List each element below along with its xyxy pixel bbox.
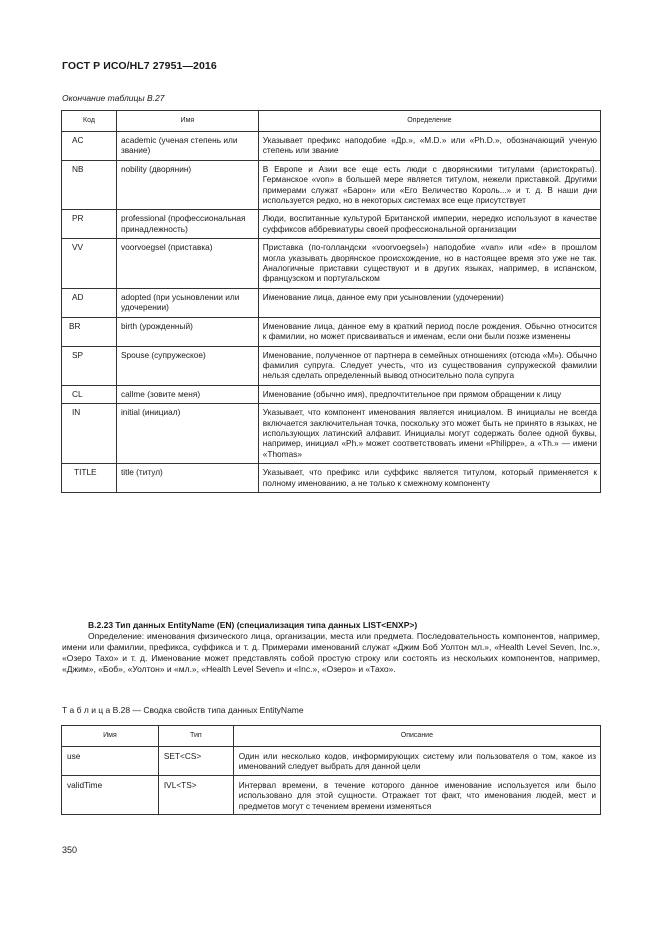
section-title: B.2.23 Тип данных EntityName (EN) (специализация типа данных LIST<ENXP>) xyxy=(88,620,418,630)
cell-code: AD xyxy=(62,288,117,317)
table-header-row xyxy=(62,726,601,747)
cell-code: NB xyxy=(62,160,117,210)
cell-description: Один или несколько кодов, информирующих систему или пользователя о том, какое из именований следует выбрать для данной цели xyxy=(233,747,600,776)
cell-definition: Указывает, что компонент именования является инициалом. В инициалы не всегда включается заключительная точка, поскольку это может быть не принято в языках, не использующих латинский алфавит. Инициалы могут содержать более одной буквы, например, инициал «Ph.» может соответствовать имени «Philippe», а «Th.» — имени «Thomas» xyxy=(258,404,600,464)
cell-name: validTime xyxy=(62,775,159,814)
cell-name: Spouse (супружеское) xyxy=(116,346,258,385)
document-header: ГОСТ Р ИСО/HL7 27951—2016 xyxy=(62,60,217,72)
cell-name: initial (инициал) xyxy=(116,404,258,464)
table-caption: Окончание таблицы B.27 xyxy=(62,93,165,103)
section-paragraph: Определение: именования физического лица, организации, места или предмета. Последовательность компонентов, например, имени или фамилии, префикса, суффикса и т. д. Примерами именований служат «Джим Боб Уолтон мл.», «Health Level Seven, Inc.», «Озеро Тахо» и т. д. Именование может представлять собой простую строку или состоять из нескольких компонентов, например, «Джим», «Боб», «Уолтон» и «мл.», «Health Level Seven» и «Inc.», «Озеро» и «Тахо». xyxy=(62,631,600,674)
table-row xyxy=(62,747,601,776)
column-header-type: Тип xyxy=(158,726,233,747)
table-row xyxy=(62,160,601,210)
table-row xyxy=(62,288,601,317)
column-header-description: Описание xyxy=(233,726,600,747)
column-header-name: Имя xyxy=(116,111,258,132)
table-row xyxy=(62,346,601,385)
table-row xyxy=(62,464,601,493)
table-row xyxy=(62,404,601,464)
table-header-row xyxy=(62,111,601,132)
column-header-name: Имя xyxy=(62,726,159,747)
cell-code: PR xyxy=(62,210,117,239)
cell-type: SET<CS> xyxy=(158,747,233,776)
cell-name: voorvoegsel (приставка) xyxy=(116,239,258,289)
cell-name: professional (профессиональная принадлежность) xyxy=(116,210,258,239)
cell-code: IN xyxy=(62,404,117,464)
cell-definition: Именование (обычно имя), предпочтительное при прямом обращении к лицу xyxy=(258,385,600,403)
cell-definition: Именование, полученное от партнера в семейных отношениях (отсюда «M»). Обычно фамилия супруга. Следует учесть, что из существования супружеской фамилии нельзя сделать определенный вывод относительно пола супруга xyxy=(258,346,600,385)
cell-definition: Именование лица, данное ему в краткий период после рождения. Обычно относится к фамилии, но может присваиваться и именам, если они были позже изменены xyxy=(258,317,600,346)
cell-code: TITLE xyxy=(62,464,117,493)
cell-name: academic (ученая степень или звание) xyxy=(116,132,258,161)
page-number: 350 xyxy=(62,845,78,855)
table-row xyxy=(62,775,601,814)
cell-definition: Указывает префикс наподобие «Др.», «M.D.» или «Ph.D.», обозначающий ученую степень или звание xyxy=(258,132,600,161)
cell-name: title (титул) xyxy=(116,464,258,493)
column-header-code: Код xyxy=(62,111,117,132)
column-header-definition: Определение xyxy=(258,111,600,132)
table-row xyxy=(62,132,601,161)
table-row xyxy=(62,317,601,346)
table-caption: Т а б л и ц а B.28 — Сводка свойств типа данных EntityName xyxy=(62,705,304,715)
cell-definition: В Европе и Азии все еще есть люди с дворянскими титулами (аристократы). Германское «von» в большей мере является титулом, нежели приставкой. Другими примерами служат «Барон» или «Его Величество Король...» и т. д. В наши дни используется редко, но в некоторых системах все еще присутствует xyxy=(258,160,600,210)
properties-table xyxy=(61,725,601,815)
cell-name: use xyxy=(62,747,159,776)
table-row xyxy=(62,210,601,239)
cell-definition: Указывает, что префикс или суффикс является титулом, который применяется к полному именованию, а не только к смежному компоненту xyxy=(258,464,600,493)
cell-description: Интервал времени, в течение которого данное именование используется или было использовано для этой сущности. Отражает тот факт, что именования людей, мест и предметов могут с течением времени изменяться xyxy=(233,775,600,814)
cell-code: CL xyxy=(62,385,117,403)
cell-name: adopted (при усыновлении или удочерении) xyxy=(116,288,258,317)
cell-code: BR xyxy=(62,317,117,346)
table-row xyxy=(62,385,601,403)
codes-table xyxy=(61,110,601,493)
table-row xyxy=(62,239,601,289)
cell-type: IVL<TS> xyxy=(158,775,233,814)
cell-name: nobility (дворянин) xyxy=(116,160,258,210)
cell-code: SP xyxy=(62,346,117,385)
cell-definition: Люди, воспитанные культурой Британской империи, нередко используют в качестве суффиксов аббревиатуры своей профессиональной организации xyxy=(258,210,600,239)
cell-code: AC xyxy=(62,132,117,161)
cell-code: VV xyxy=(62,239,117,289)
cell-name: birth (урожденный) xyxy=(116,317,258,346)
section-entityname xyxy=(62,620,600,675)
cell-definition: Именование лица, данное ему при усыновлении (удочерении) xyxy=(258,288,600,317)
cell-name: callme (зовите меня) xyxy=(116,385,258,403)
cell-definition: Приставка (по-голландски «voorvoegsel») наподобие «van» или «de» в прошлом могла указывать дворянское происхождение, но в настоящее время это уже не так. Аналогичные приставки существуют и в других языках, например, в испанском, французском и португальском xyxy=(258,239,600,289)
